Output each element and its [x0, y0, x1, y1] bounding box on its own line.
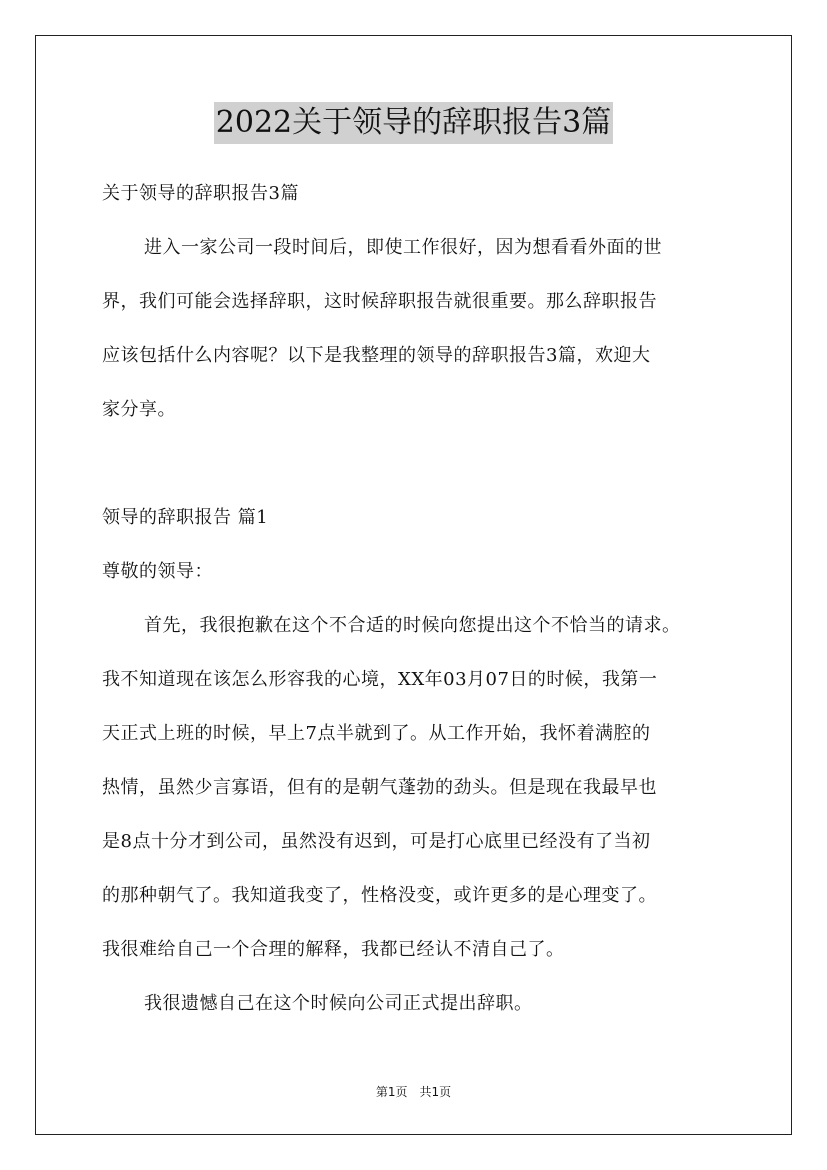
intro-line-1: 进入一家公司一段时间后，即使工作很好，因为想看看外面的世	[144, 237, 662, 258]
body-line-6: 的那种朝气了。我知道我变了，性格没变，或许更多的是心理变了。	[102, 885, 657, 906]
closing-line: 我很遗憾自己在这个时候向公司正式提出辞职。	[144, 993, 533, 1014]
body-line-4: 热情，虽然少言寡语，但有的是朝气蓬勃的劲头。但是现在我最早也	[102, 777, 657, 798]
intro-line-4: 家分享。	[102, 399, 176, 420]
body-line-2: 我不知道现在该怎么形容我的心境，XX年03月07日的时候，我第一	[102, 669, 658, 690]
intro-line-3: 应该包括什么内容呢？以下是我整理的领导的辞职报告3篇，欢迎大	[102, 345, 651, 366]
body-line-7: 我很难给自己一个合理的解释，我都已经认不清自己了。	[102, 939, 565, 960]
body-line-5: 是8点十分才到公司，虽然没有迟到，可是打心底里已经没有了当初	[102, 831, 651, 852]
salutation: 尊敬的领导：	[102, 561, 213, 582]
document-subtitle: 关于领导的辞职报告3篇	[102, 183, 299, 204]
section-heading: 领导的辞职报告 篇1	[102, 507, 269, 528]
page-footer: 第1页 共1页	[375, 1085, 452, 1099]
document-title: 2022关于领导的辞职报告3篇	[214, 102, 613, 144]
body-line-1: 首先，我很抱歉在这个不合适的时候向您提出这个不恰当的请求。	[144, 615, 681, 636]
title-container	[0, 102, 827, 144]
intro-line-2: 界，我们可能会选择辞职，这时候辞职报告就很重要。那么辞职报告	[102, 291, 657, 312]
body-line-3: 天正式上班的时候，早上7点半就到了。从工作开始，我怀着满腔的	[102, 723, 651, 744]
